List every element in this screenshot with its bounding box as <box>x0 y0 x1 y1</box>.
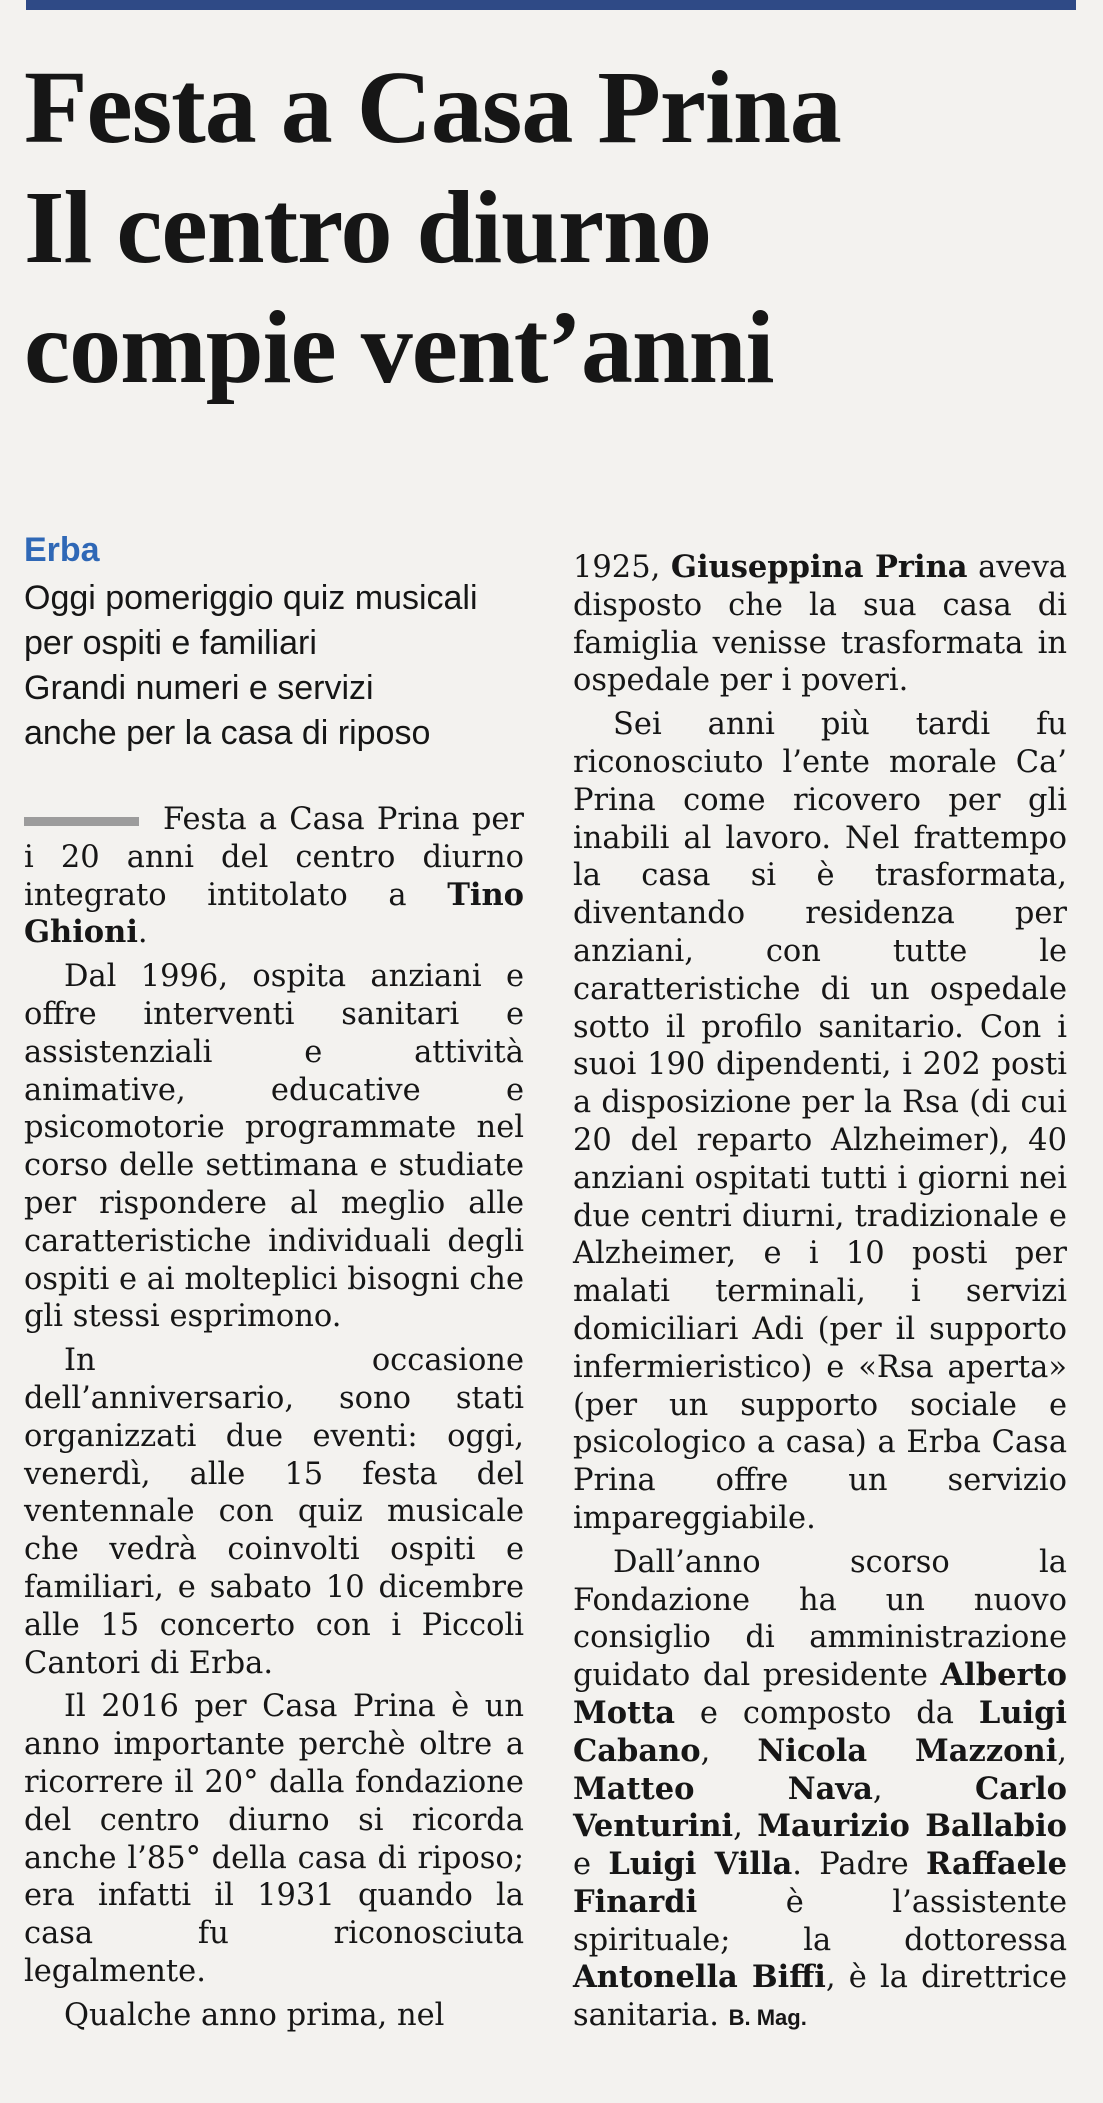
paragraph: In occasione dell’anniversario, sono stati organizzati due eventi: oggi, venerdì, alle 15 festa del ventennale con quiz musicale che vedrà coinvolti ospiti e familiari, e sabato 10 dicembre alle 15 concerto con i Piccoli Cantori di Erba. <box>24 1343 524 1681</box>
text: , <box>733 1809 758 1845</box>
text: , <box>872 1771 975 1807</box>
person-name: Antonella Biffi <box>573 1959 826 1996</box>
lead-rule <box>24 817 139 826</box>
paragraph-continued <box>573 549 1067 700</box>
lead-end: . <box>137 915 148 951</box>
article-column-right <box>573 549 1067 2043</box>
byline: B. Mag. <box>728 2005 807 2031</box>
person-name: Raffaele Finardi <box>573 1846 1068 1920</box>
person-name: Alberto Motta <box>573 1657 1067 1731</box>
subheadline-line-4: anche per la casa di riposo <box>24 714 431 752</box>
headline-line-2: Il centro diurno <box>24 170 712 285</box>
subheadline-line-3: Grandi numeri e servizi <box>24 669 374 707</box>
paragraph-final <box>573 1544 1067 2037</box>
person-name: Maurizio Ballabio <box>757 1808 1067 1845</box>
text: e composto da <box>675 1695 979 1731</box>
text: , <box>700 1733 758 1769</box>
person-name: Giuseppina Prina <box>670 549 968 585</box>
text: Dall’anno scorso la Fondazione ha un nuovo consiglio di amministrazione guidato dal presidente <box>573 1544 1067 1694</box>
top-color-bar <box>26 0 1076 10</box>
paragraph-lead <box>24 801 524 952</box>
headline <box>24 48 1084 408</box>
text: aveva disposto che la sua casa di famiglia venisse trasformata in ospedale per i poveri. <box>573 550 1067 699</box>
person-name: Carlo Venturini <box>573 1770 1067 1845</box>
subheadline-line-2: per ospiti e familiari <box>24 624 317 662</box>
paragraph: Qualche anno prima, nel <box>64 1997 445 2033</box>
paragraph: Sei anni più tardi fu riconosciuto l’ente morale Ca’ Prina come ricovero per gli inabili al lavoro. Nel frattempo la casa si è trasformata, diventando residenza per anziani, con tutte le caratteristiche di un ospedale sotto il profilo sanitario. Con i suoi 190 dipendenti, i 202 posti a disposizione per la Rsa (di cui 20 del reparto Alzheimer), 40 anziani ospitati tutti i giorni nei due centri diurni, tradizionale e Alzheimer, e i 10 posti per malati terminali, i servizi domiciliari Adi (per il supporto infermieristico) e «Rsa aperta» (per un supporto sociale e psicologico a casa) a Erba Casa Prina offre un servizio impareggiabile. <box>573 707 1067 1536</box>
person-name: Nicola Mazzoni <box>757 1732 1058 1769</box>
article-column-left <box>24 530 524 2041</box>
person-name: Luigi Villa <box>608 1846 793 1883</box>
section-label: Erba <box>24 531 100 569</box>
text: è l’assistente spirituale; la dottoressa <box>573 1884 1067 1958</box>
text: . Padre <box>792 1847 926 1883</box>
person-name: Matteo Nava <box>573 1770 873 1807</box>
text: e <box>573 1847 609 1883</box>
subheadline <box>24 576 524 756</box>
headline-line-1: Festa a Casa Prina <box>24 50 841 165</box>
headline-line-3: compie vent’anni <box>24 290 774 405</box>
text: , è la direttrice sanitaria. <box>573 1960 1067 2034</box>
paragraph: Il 2016 per Casa Prina è un anno importante perchè oltre a ricorrere il 20° dalla fondazione del centro diurno si ricorda anche l’85° della casa di riposo; era infatti il 1931 quando la casa fu riconosciuta legalmente. <box>24 1689 524 1989</box>
person-name: Tino Ghioni <box>24 876 524 951</box>
lead-text: Festa a Casa Prina per i 20 anni del centro diurno integrato intitolato a <box>24 802 524 913</box>
text: 1925, <box>573 550 671 585</box>
person-name: Luigi Cabano <box>573 1694 1067 1769</box>
text: , <box>1057 1733 1067 1769</box>
paragraph: Dal 1996, ospita anziani e offre interventi sanitari e assistenziali e attività animative, educative e psicomotorie programmate nel corso delle settimana e studiate per rispondere al meglio alle caratteristiche individuali degli ospiti e ai molteplici bisogni che gli stessi esprimono. <box>24 959 524 1335</box>
subheadline-line-1: Oggi pomeriggio quiz musicali <box>24 579 478 617</box>
